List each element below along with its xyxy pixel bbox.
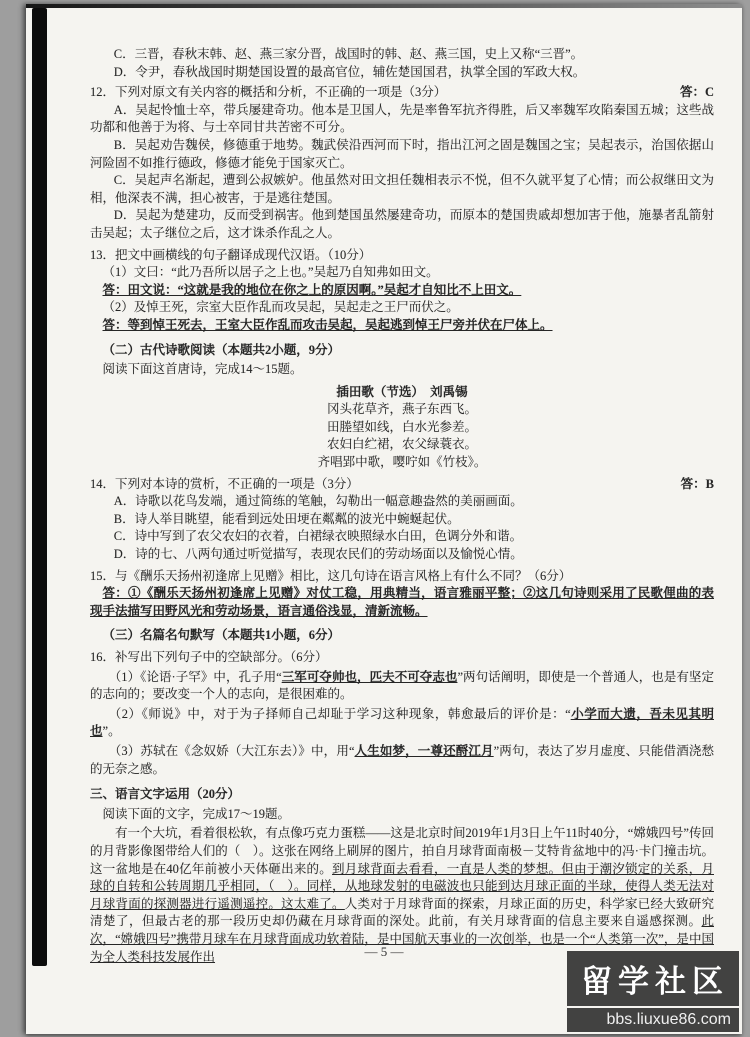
poem-line-1: 冈头花草齐，燕子东西飞。	[326, 402, 477, 417]
question-14-answer-key: 答：B	[680, 476, 714, 491]
question-13-sentence-2: （2）及悼王死，宗室大臣作乱而攻吴起，吴起走之王尸而伏之。	[102, 300, 459, 315]
q16-item-3-answer: 人生如梦，一尊还酹江月	[354, 743, 494, 758]
poem-line-4: 齐唱郢中歌，嘤咛如《竹枝》。	[317, 455, 487, 470]
scan-edge-top	[26, 4, 742, 8]
question-12-option-b: B．吴起劝告魏侯，修德重于地势。魏武侯沿西河而下时，指出江河之固是魏国之宝；吴起表示，治国依据山河险固不如推行德政，修德才能免于国家灭亡。	[90, 137, 714, 170]
watermark-logo-text: 留学社区	[567, 951, 739, 1006]
q16-item-3-text: （3）苏轼在《念奴娇（大江东去）》中，用“	[108, 743, 355, 758]
watermark-url: bbs.liuxue86.com	[567, 1008, 739, 1032]
question-13-answer-1: 答：田文说：“这就是我的地位在你之上的原因啊。”吴起才自知比不上田文。	[102, 282, 522, 297]
question-15-answer: 答：①《酬乐天扬州初逢席上见赠》对仗工稳，用典精当，语言雅丽平整；②这几句诗则采用了民歌俚曲的表现手法描写田野风光和劳动场景，语言通俗浅显，清新流畅。	[90, 586, 714, 618]
poem-line-2: 田塍望如线，白水光参差。	[326, 419, 477, 434]
passage-segment-5: 人类对于月球背面的探索，月球正面的历史，科学家已经大致研究清楚了，但最古老的那一段历史却仍藏在月球背面的深处。此前，有关月球背面的信息主要来自遥感探测。	[90, 896, 714, 929]
question-14-option-b: B．诗人举目眺望，能看到远处田埂在粼粼的波光中蜿蜒起伏。	[113, 511, 460, 526]
question-12-option-c: C．吴起声名渐起，遭到公叔嫉妒。他虽然对田文担任魏相表示不悦，但不久就平复了心情；而公叔继田文为相，他深表不满，担心被害，于是逃往楚国。	[90, 173, 714, 205]
question-16-item-2	[90, 706, 714, 741]
passage-segment-1: 有一个大坑，看着很松软，有点像巧克力蛋糕——这是北京时间2019年1月3日上午11时40分，“嫦娥四号”传回的月背影像图带给人们的（ ）。	[90, 826, 714, 858]
q16-item-1-answer: 三军可夺帅也，匹夫不可夺志也	[281, 669, 458, 684]
poem-block	[90, 384, 714, 472]
prev-question-option-c: C．三晋，春秋末韩、赵、燕三家分晋，战国时的韩、赵、燕三国，史上又称“三晋”。	[113, 47, 584, 61]
passage-segment-6-underlined: 此次，“嫦娥四号”携带月球车在月球背面成功软着陆，是中国航天事业的一次创举，也是一个“人类第一次”，是中国为全人类科技发展作出	[90, 914, 714, 964]
section-3-header: （三）名篇名句默写（本题共1小题，6分）	[102, 628, 341, 643]
question-13-answer-2: 答：等到悼王死去，王室大臣作乱而攻击吴起，吴起逃到悼王尸旁并伏在尸体上。	[102, 317, 553, 332]
poem-line-3: 农妇白纻裙，农父绿蓑衣。	[326, 437, 477, 452]
site-watermark	[567, 951, 739, 1032]
q16-item-1-tail: ”两句话阐明，即使是一个普通人，也是有坚定的志向的；要改变一个人的志向，是很困难的。	[90, 669, 714, 702]
question-14-stem-row	[90, 476, 714, 494]
question-14-option-c: C．诗中写到了农父农妇的衣着，白裙绿衣映照绿水白田，色调分外和谐。	[113, 529, 523, 544]
question-16-item-3	[90, 743, 714, 778]
question-12-stem-row	[90, 84, 714, 102]
question-12-option-d: D．吴起为楚建功，反而受到祸害。他到楚国虽然屡建奇功，而原本的楚国贵戚却想加害于他，施暴者乱箭射击吴起；太子继位之后，这才诛杀作乱之人。	[90, 208, 714, 240]
question-16-item-1	[90, 669, 714, 704]
q16-item-2-tail: ”。	[102, 724, 121, 739]
question-13-stem: 13．把文中画横线的句子翻译成现代汉语。（10分）	[90, 247, 372, 262]
q16-item-2-text: （2）《师说》中，对于为子择师自己却耻于学习这种现象，韩愈最后的评价是：“	[108, 706, 571, 721]
page-content	[90, 46, 714, 966]
question-16-stem: 16．补写出下列句子中的空缺部分。（6分）	[90, 650, 328, 664]
question-14-stem: 14．下列对本诗的赏析，不正确的一项是（3分）	[90, 476, 359, 491]
section-2-header: （二）古代诗歌阅读（本题共2小题，9分）	[102, 342, 341, 357]
question-12-stem: 12．下列对原文有关内容的概括和分析，不正确的一项是（3分）	[90, 85, 447, 100]
section-4-header: 三、语言文字运用（20分）	[90, 787, 241, 802]
passage-segment-3-underlined: 到月球背面去看看，一直是人类的梦想。但由于潮汐锁定的关系，月球的自转和公转周期几乎相同，（ ）。	[90, 861, 714, 894]
page-number: — 5 —	[364, 944, 404, 959]
question-14-option-a: A．诗歌以花鸟发端，通过简练的笔触，勾勒出一幅意趣盎然的美丽画面。	[113, 494, 523, 509]
section-2-instruction: 阅读下面这首唐诗，完成14～15题。	[102, 362, 303, 377]
poem-title: 插田歌（节选）	[336, 384, 418, 399]
question-15-stem: 15．与《酬乐天扬州初逢席上见赠》相比，这几句诗在语言风格上有什么不同？（6分）	[90, 568, 572, 583]
q16-item-3-tail: ”两句，表达了岁月虚度、只能借酒浇愁的无奈之感。	[90, 743, 714, 776]
question-14-option-d: D．诗的七、八两句通过听觉描写，表现农民们的劳动场面以及愉悦心情。	[113, 547, 523, 562]
poem-author: 刘禹锡	[430, 384, 468, 399]
question-12-option-a: A．吴起怜恤士卒，带兵屡建奇功。他本是卫国人，先是率鲁军抗齐得胜，后又率魏军攻陷秦国五城；这些战功都和他善于为将、与士卒同甘共苦密不可分。	[90, 102, 714, 135]
passage-segment-2: 这张在网络上刷屏的图片，拍自月球背面南极－艾特肯盆地中的冯·卡门撞击坑。这一盆地是在40亿年前被小天体砸出来的。	[90, 843, 714, 876]
section-4-instruction: 阅读下面的文字，完成17～19题。	[102, 806, 291, 821]
poem-title-line	[90, 384, 714, 402]
q16-item-1-text: （1）《论语·子罕》中，孔子用“	[108, 669, 282, 684]
q16-item-2-answer: 小学而大遗，吾未见其明也	[90, 706, 714, 739]
prev-question-option-d: D．令尹，春秋战国时期楚国设置的最高官位，辅佐楚国国君，执掌全国的军政大权。	[113, 64, 586, 79]
question-13-sentence-1: （1）文曰：“此乃吾所以居子之上也。”吴起乃自知弗如田文。	[102, 265, 439, 280]
exam-paper-page	[26, 4, 742, 1034]
passage-segment-4-underlined: 同样，从地球发射的电磁波也只能到达月球正面的半球，使得人类无法对月球背面的探测器进行遥测遥控。这太难了。	[90, 879, 714, 911]
scan-gutter-strip	[32, 8, 47, 966]
question-12-answer-key: 答：C	[679, 85, 714, 100]
